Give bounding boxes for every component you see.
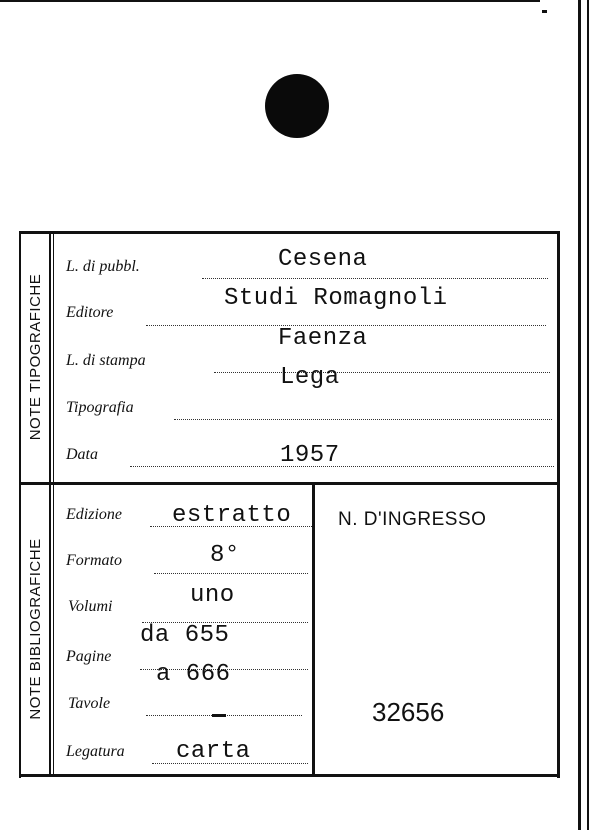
tipografia-line bbox=[174, 419, 552, 420]
punch-hole bbox=[265, 74, 329, 138]
ink-mark bbox=[542, 10, 547, 13]
luogo-pubblicazione-line bbox=[202, 278, 548, 279]
luogo-stampa-line bbox=[214, 372, 550, 373]
volumi-label: Volumi bbox=[68, 598, 113, 615]
side-column-divider-bottom-2 bbox=[53, 484, 54, 776]
tipografia-label: Tipografia bbox=[66, 399, 134, 416]
legatura-value: carta bbox=[176, 738, 251, 765]
card-frame-left bbox=[19, 232, 21, 778]
ingresso-column-divider bbox=[312, 484, 315, 776]
card-top-edge bbox=[0, 0, 540, 2]
formato-value: 8° bbox=[210, 542, 240, 569]
luogo-stampa-label: L. di stampa bbox=[66, 352, 146, 369]
data-line bbox=[130, 466, 554, 467]
pagine-value-to: a 666 bbox=[156, 661, 231, 688]
note-tipografiche-label: NOTE TIPOGRAFICHE bbox=[27, 273, 44, 441]
tavole-label: Tavole bbox=[68, 695, 111, 712]
card-frame-right bbox=[557, 232, 560, 778]
pagine-label: Pagine bbox=[66, 648, 112, 665]
data-label: Data bbox=[66, 446, 98, 463]
pagine-value-from: da 655 bbox=[140, 622, 230, 649]
note-bibliografiche-label: NOTE BIBLIOGRAFICHE bbox=[27, 538, 44, 720]
ingresso-number: 32656 bbox=[372, 697, 445, 727]
card-right-edge-shadow bbox=[587, 0, 589, 830]
edizione-label: Edizione bbox=[66, 506, 122, 523]
data-value: 1957 bbox=[280, 442, 340, 469]
editore-label: Editore bbox=[66, 304, 114, 321]
formato-label: Formato bbox=[66, 552, 122, 569]
ingresso-header: N. D'INGRESSO bbox=[338, 509, 487, 530]
editore-value: Studi Romagnoli bbox=[224, 285, 448, 312]
edizione-value: estratto bbox=[172, 502, 292, 529]
volumi-value: uno bbox=[190, 582, 235, 609]
formato-line bbox=[154, 573, 308, 574]
luogo-pubblicazione-value: Cesena bbox=[278, 246, 368, 273]
section-divider bbox=[19, 482, 560, 485]
side-column-divider-top bbox=[49, 232, 51, 483]
luogo-stampa-value-2: Lega bbox=[280, 364, 340, 391]
card-frame-top bbox=[19, 231, 560, 234]
side-column-divider-top-2 bbox=[53, 232, 54, 483]
card-frame-bottom bbox=[19, 774, 560, 777]
card-right-edge bbox=[578, 0, 581, 830]
luogo-pubblicazione-label: L. di pubbl. bbox=[66, 258, 140, 275]
legatura-label: Legatura bbox=[66, 743, 125, 760]
luogo-stampa-value-1: Faenza bbox=[278, 325, 368, 352]
tavole-dash-mark bbox=[212, 714, 226, 717]
side-column-divider-bottom bbox=[49, 484, 51, 776]
